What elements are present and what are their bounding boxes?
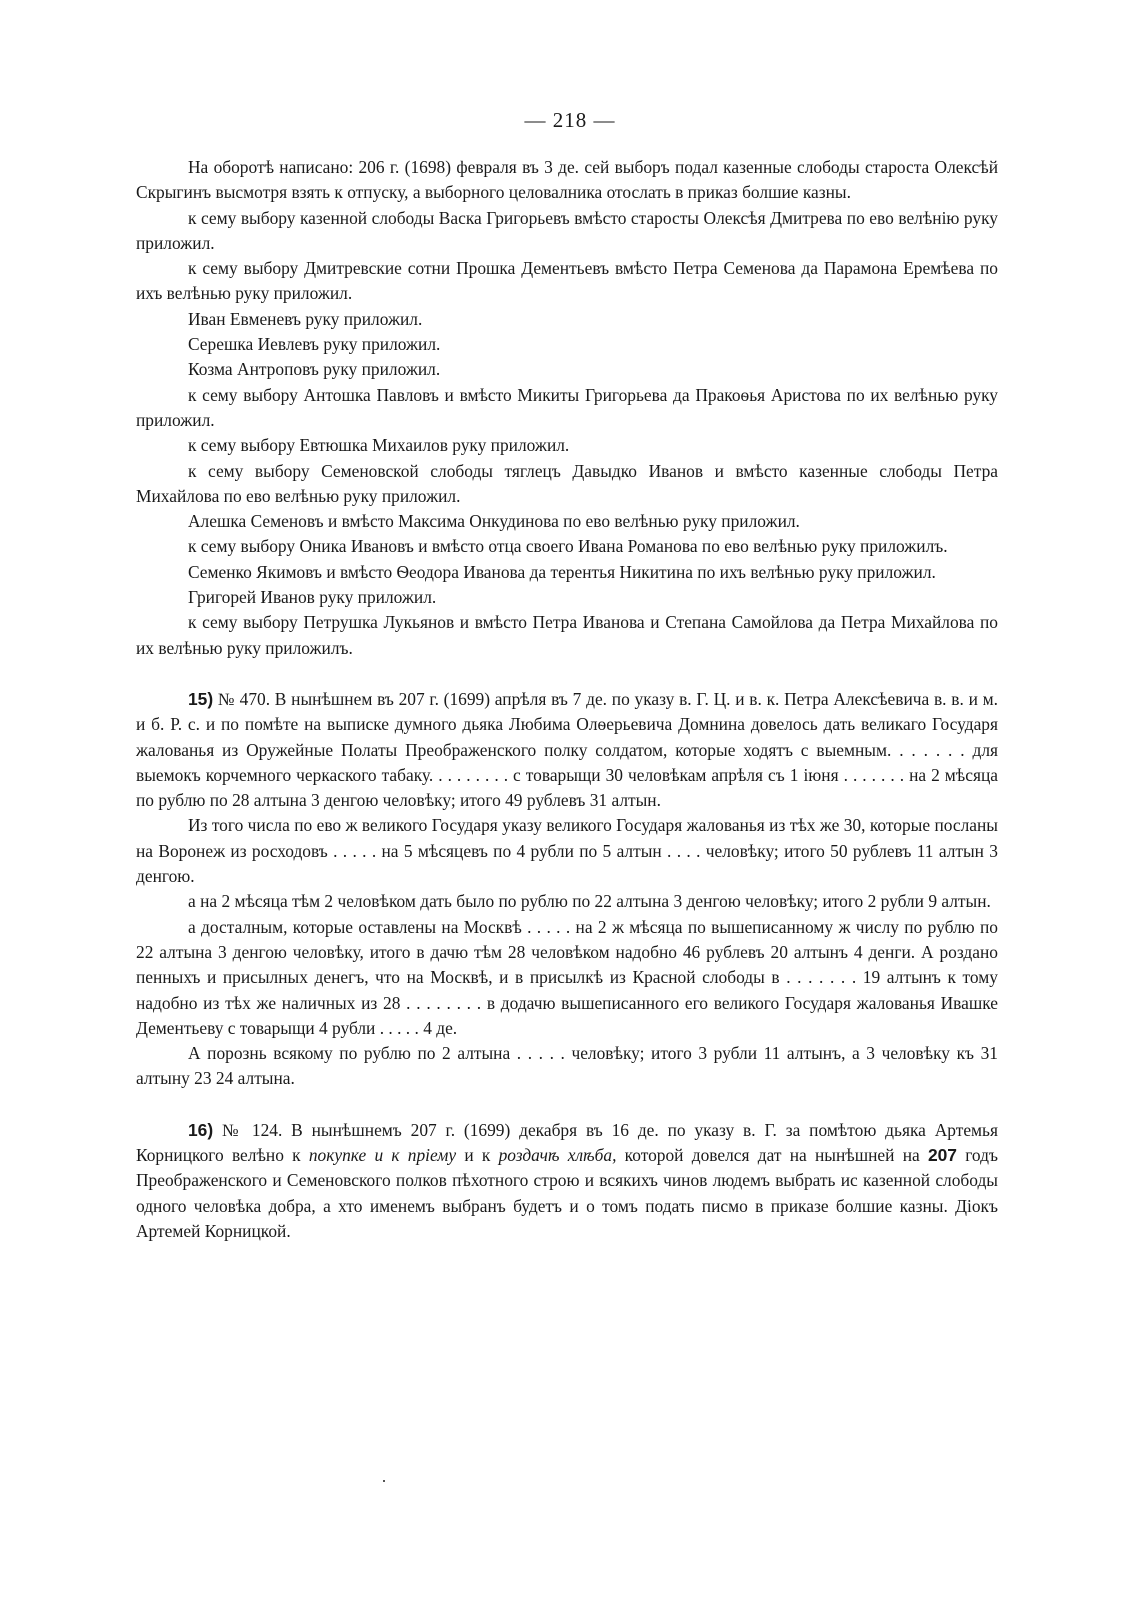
section-16-italic-1: покупке и к пріему (308, 1144, 457, 1165)
paragraph: к сему выбору Семеновской слободы тяглецъ Давыдко Иванов и вмѣсто казенные слободы Петра Михайлова по ево велѣнью руку приложил. (136, 460, 998, 506)
paragraph: а на 2 мѣсяца тѣм 2 человѣком дать было по рублю по 22 алтына 3 денгою человѣку; итого 2 рубли 9 алтын. (188, 891, 991, 912)
paragraph: а досталным, которые оставлены на Москвѣ . . . . . на 2 ж мѣсяца по вышеписанному ж числу по рублю по 22 алтына 3 денгою человѣку, итого в дачю тѣм 28 человѣком надобно 46 рублевъ 20 алтынъ 4 денги. А роздано пенныхъ и присылных денегъ, что на Москвѣ, и в присылкѣ из Красной слободы в . . . . . . . 19 алтынъ к тому надобно из тѣх же наличных из 28 . . . . . . . . в додачю вышеписанного его великого Государя жалованья Ивашке Дементьеву с товарыщи 4 рубли . . . . . 4 де. (136, 916, 998, 1038)
paragraph: к сему выбору Оника Ивановъ и вмѣсто отца своего Ивана Романова по ево велѣнью руку приложилъ. (188, 536, 948, 557)
section-15-lead (136, 687, 998, 813)
section-15-marker: 15) (188, 688, 214, 709)
paragraph: Семенко Якимовъ и вмѣсто Ѳеодора Иванова да терентья Никитина по ихъ велѣнью руку приложил. (188, 561, 936, 582)
section-15-text: № 470. В нынѣшнем въ 207 г. (1699) апрѣля въ 7 де. по указу в. Г. Ц. и в. к. Петра Алексѣевича в. в. и м. и б. Р. с. и по помѣте на выписке думного дьяка Любима Олѳерьевича Домнина довелось дать великаго Государя жалованья из Оружейные Полаты Преображенского полку солдатом, которые ходятъ с выемным. . . . . . . для выемокъ корчемного черкаского табаку. . . . . . . . . с товарыщи 30 человѣкам апрѣля съ 1 іюня . . . . . . . на 2 мѣсяца по рублю по 28 алтына 3 денгою человѣку; итого 49 рублевъ 31 алтын. (136, 688, 998, 811)
paragraph: Козма Антроповъ руку приложил. (188, 359, 441, 380)
section-16-text-3: которой довелся дат на нынѣшней на (616, 1144, 928, 1165)
section-16-year: 207 (927, 1144, 957, 1165)
section-16-text-1: № 124. В нынѣшнемъ 207 г. (1699) декабря въ 16 де. по указу в. Г. за помѣтою дьяка Артемья Корницкого велѣно к (136, 1119, 998, 1165)
paragraph: к сему выбору Антошка Павловъ и вмѣсто Микиты Григорьева да Пракоѳья Аристова по их велѣнью руку приложил. (136, 384, 998, 430)
section-16-marker: 16) (188, 1119, 214, 1140)
section-16-italic-2: роздачѣ хлѣба, (498, 1144, 617, 1165)
paragraph: к сему выбору Дмитревские сотни Прошка Дементьевъ вмѣсто Петра Семенова да Парамона Еремѣева по ихъ велѣнью руку приложил. (136, 258, 998, 304)
stray-mark (383, 1480, 385, 1482)
section-16-text-2: и к (456, 1144, 499, 1165)
body-text (136, 155, 998, 1244)
paragraph: к сему выбору Петрушка Лукьянов и вмѣсто Петра Иванова и Степана Самойлова да Петра Михайлова по их велѣнью руку приложилъ. (136, 612, 998, 658)
paragraph: Серешка Иевлевъ руку приложил. (188, 334, 441, 355)
paragraph: к сему выбору казенной слободы Васка Григорьевъ вмѣсто старосты Олексѣя Дмитрева по ево велѣнію руку приложил. (136, 207, 998, 253)
paragraph: Иван Евменевъ руку приложил. (188, 308, 423, 329)
page-number: — 218 — (524, 108, 616, 132)
paragraph: А порознь всякому по рублю по 2 алтына . . . . . человѣку; итого 3 рубли 11 алтынъ, а 3 человѣку къ 31 алтыну 23 24 алтына. (136, 1043, 998, 1089)
paragraph: Из того числа по ево ж великого Государя указу великого Государя жалованья из тѣх же 30, которые посланы на Воронеж из росходовъ . . . . . на 5 мѣсяцевъ по 4 рубли по 5 алтын . . . . человѣку; итого 50 рублевъ 11 алтын 3 денгою. (136, 815, 998, 887)
paragraph: к сему выбору Евтюшка Михаилов руку приложил. (188, 435, 570, 456)
paragraph: Алешка Семеновъ и вмѣсто Максима Онкудинова по ево велѣнью руку приложил. (188, 511, 800, 532)
paragraph: На оборотѣ написано: 206 г. (1698) февраля въ 3 де. сей выборъ подал казенные слободы староста Олексѣй Скрыгинъ высмотря взять к отпуску, а выборного целовалника отослать в приказ болшие казны. (136, 157, 998, 203)
section-16-lead (136, 1118, 998, 1244)
paragraph: Григорей Иванов руку приложил. (188, 587, 437, 608)
section-16-text-4: годъ Преображенского и Семеновского полков пѣхотного строю и всякихъ чинов людемъ выбрать ис казенной слободы одного человѣка добра, а хто именемъ выбранъ будетъ и о томъ подать писмо в приказе болшие казны. Діокъ Артемей Корницкой. (136, 1144, 998, 1241)
